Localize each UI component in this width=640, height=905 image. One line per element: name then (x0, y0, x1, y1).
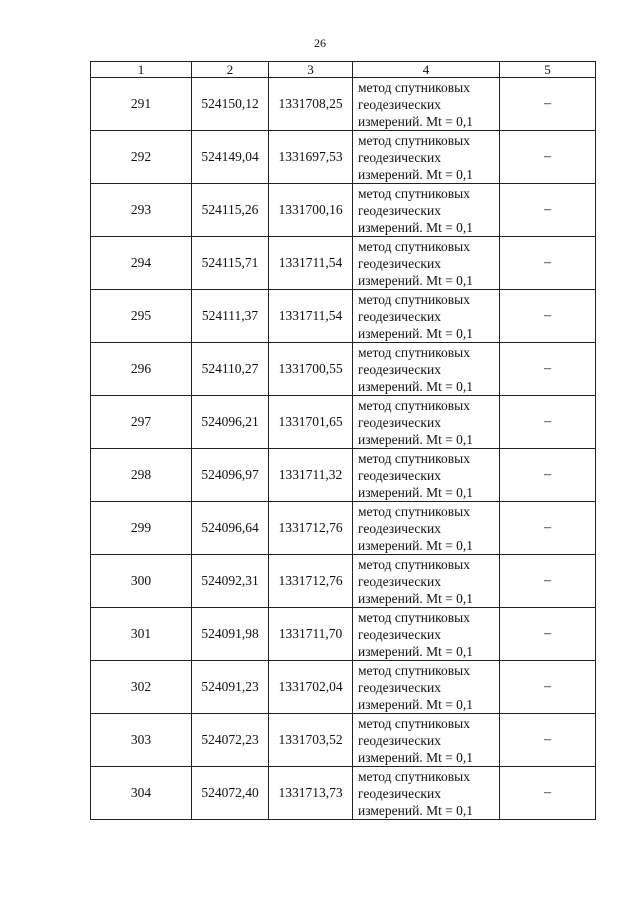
table-row (91, 661, 596, 714)
method-line: метод спутниковых (358, 185, 470, 201)
method-line: геодезических (358, 96, 441, 112)
method-line: измерений. Mt = 0,1 (358, 484, 474, 500)
x-coordinate-cell: 524072,40 (192, 767, 269, 820)
method-line: метод спутниковых (358, 609, 470, 625)
method-line: метод спутниковых (358, 715, 470, 731)
method-line: измерений. Mt = 0,1 (358, 272, 474, 288)
x-coordinate-cell: 524110,27 (192, 343, 269, 396)
header-col-1: 1 (91, 62, 192, 78)
x-coordinate-cell: 524091,98 (192, 608, 269, 661)
method-line: метод спутниковых (358, 450, 470, 466)
header-col-2: 2 (192, 62, 269, 78)
point-number-cell: 295 (91, 290, 192, 343)
method-cell (353, 555, 500, 608)
method-line: метод спутниковых (358, 503, 470, 519)
method-cell (353, 343, 500, 396)
note-cell: – (500, 608, 596, 661)
method-line: геодезических (358, 255, 441, 271)
method-line: геодезических (358, 467, 441, 483)
header-col-4: 4 (353, 62, 500, 78)
y-coordinate-cell: 1331711,70 (269, 608, 353, 661)
point-number-cell: 294 (91, 237, 192, 290)
y-coordinate-cell: 1331697,53 (269, 131, 353, 184)
method-line: метод спутниковых (358, 79, 470, 95)
x-coordinate-cell: 524149,04 (192, 131, 269, 184)
method-line: измерений. Mt = 0,1 (358, 643, 474, 659)
point-number-cell: 303 (91, 714, 192, 767)
x-coordinate-cell: 524096,64 (192, 502, 269, 555)
point-number-cell: 301 (91, 608, 192, 661)
method-cell (353, 290, 500, 343)
method-line: измерений. Mt = 0,1 (358, 113, 474, 129)
method-line: метод спутниковых (358, 397, 470, 413)
method-line: измерений. Mt = 0,1 (358, 325, 474, 341)
y-coordinate-cell: 1331712,76 (269, 555, 353, 608)
table-row (91, 396, 596, 449)
y-coordinate-cell: 1331700,16 (269, 184, 353, 237)
x-coordinate-cell: 524091,23 (192, 661, 269, 714)
method-cell (353, 661, 500, 714)
note-cell: – (500, 343, 596, 396)
method-line: геодезических (358, 308, 441, 324)
method-line: измерений. Mt = 0,1 (358, 802, 474, 818)
method-cell (353, 767, 500, 820)
table-row (91, 290, 596, 343)
note-cell: – (500, 767, 596, 820)
method-cell (353, 78, 500, 131)
table-row (91, 343, 596, 396)
x-coordinate-cell: 524115,26 (192, 184, 269, 237)
note-cell: – (500, 131, 596, 184)
method-line: геодезических (358, 573, 441, 589)
table-row (91, 131, 596, 184)
method-line: измерений. Mt = 0,1 (358, 590, 474, 606)
method-line: геодезических (358, 414, 441, 430)
method-line: геодезических (358, 202, 441, 218)
y-coordinate-cell: 1331701,65 (269, 396, 353, 449)
note-cell: – (500, 396, 596, 449)
method-line: измерений. Mt = 0,1 (358, 219, 474, 235)
point-number-cell: 304 (91, 767, 192, 820)
y-coordinate-cell: 1331711,54 (269, 290, 353, 343)
method-line: геодезических (358, 149, 441, 165)
method-line: измерений. Mt = 0,1 (358, 537, 474, 553)
method-cell (353, 714, 500, 767)
method-cell (353, 184, 500, 237)
method-line: геодезических (358, 361, 441, 377)
note-cell: – (500, 555, 596, 608)
method-cell (353, 449, 500, 502)
header-col-5: 5 (500, 62, 596, 78)
method-line: метод спутниковых (358, 768, 470, 784)
method-line: измерений. Mt = 0,1 (358, 378, 474, 394)
method-line: метод спутниковых (358, 291, 470, 307)
note-cell: – (500, 502, 596, 555)
table-row (91, 555, 596, 608)
table-row (91, 184, 596, 237)
header-col-3: 3 (269, 62, 353, 78)
note-cell: – (500, 290, 596, 343)
method-cell (353, 502, 500, 555)
y-coordinate-cell: 1331712,76 (269, 502, 353, 555)
x-coordinate-cell: 524115,71 (192, 237, 269, 290)
y-coordinate-cell: 1331708,25 (269, 78, 353, 131)
method-line: измерений. Mt = 0,1 (358, 696, 474, 712)
method-line: измерений. Mt = 0,1 (358, 749, 474, 765)
point-number-cell: 296 (91, 343, 192, 396)
point-number-cell: 291 (91, 78, 192, 131)
table-row (91, 78, 596, 131)
method-line: метод спутниковых (358, 662, 470, 678)
x-coordinate-cell: 524096,21 (192, 396, 269, 449)
method-line: геодезических (358, 520, 441, 536)
method-line: геодезических (358, 679, 441, 695)
note-cell: – (500, 78, 596, 131)
x-coordinate-cell: 524111,37 (192, 290, 269, 343)
method-cell (353, 396, 500, 449)
y-coordinate-cell: 1331713,73 (269, 767, 353, 820)
method-line: геодезических (358, 732, 441, 748)
point-number-cell: 299 (91, 502, 192, 555)
coordinates-table (90, 61, 596, 820)
table-row (91, 237, 596, 290)
y-coordinate-cell: 1331711,54 (269, 237, 353, 290)
note-cell: – (500, 661, 596, 714)
table-row (91, 714, 596, 767)
y-coordinate-cell: 1331702,04 (269, 661, 353, 714)
point-number-cell: 292 (91, 131, 192, 184)
method-line: метод спутниковых (358, 132, 470, 148)
y-coordinate-cell: 1331703,52 (269, 714, 353, 767)
y-coordinate-cell: 1331711,32 (269, 449, 353, 502)
table-row (91, 608, 596, 661)
table-row (91, 449, 596, 502)
table-header (91, 62, 596, 78)
method-line: геодезических (358, 626, 441, 642)
method-line: измерений. Mt = 0,1 (358, 166, 474, 182)
method-cell (353, 237, 500, 290)
method-line: измерений. Mt = 0,1 (358, 431, 474, 447)
page-number: 26 (314, 36, 326, 50)
method-cell (353, 608, 500, 661)
y-coordinate-cell: 1331700,55 (269, 343, 353, 396)
x-coordinate-cell: 524092,31 (192, 555, 269, 608)
x-coordinate-cell: 524150,12 (192, 78, 269, 131)
method-cell (353, 131, 500, 184)
point-number-cell: 300 (91, 555, 192, 608)
note-cell: – (500, 237, 596, 290)
method-line: метод спутниковых (358, 556, 470, 572)
point-number-cell: 298 (91, 449, 192, 502)
x-coordinate-cell: 524072,23 (192, 714, 269, 767)
method-line: геодезических (358, 785, 441, 801)
note-cell: – (500, 714, 596, 767)
table-row (91, 767, 596, 820)
note-cell: – (500, 184, 596, 237)
table-body (91, 78, 596, 820)
point-number-cell: 293 (91, 184, 192, 237)
table-row (91, 502, 596, 555)
method-line: метод спутниковых (358, 344, 470, 360)
note-cell: – (500, 449, 596, 502)
header-row (91, 62, 596, 78)
point-number-cell: 297 (91, 396, 192, 449)
x-coordinate-cell: 524096,97 (192, 449, 269, 502)
point-number-cell: 302 (91, 661, 192, 714)
method-line: метод спутниковых (358, 238, 470, 254)
